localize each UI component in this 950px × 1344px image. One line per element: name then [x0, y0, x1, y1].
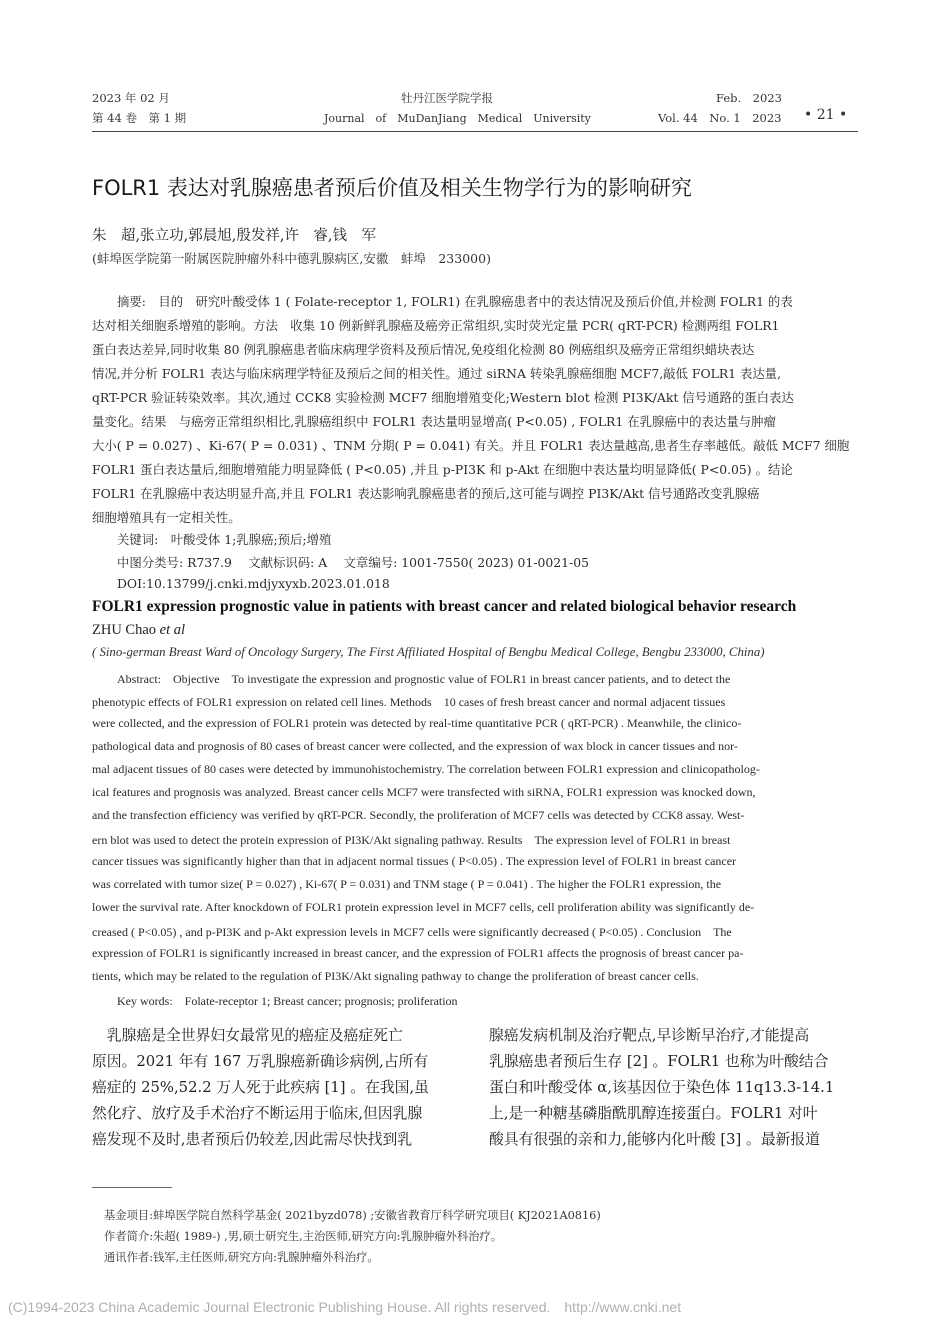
- body-line: 乳腺癌患者预后生存 [2] 。FOLR1 也称为叶酸结合: [489, 1053, 829, 1070]
- authors-cn: 朱 超,张立功,郭晨旭,殷发祥,许 睿,钱 军: [92, 228, 377, 244]
- article-title-cn: FOLR1 表达对乳腺癌患者预后价值及相关生物学行为的影响研究: [92, 176, 692, 200]
- abstract-en-line: lower the survival rate. After knockdown of FOLR1 protein expression level in MCF7 cells, cell proliferation ability was significantly de-: [92, 900, 755, 914]
- affiliation-cn: (蚌埠医学院第一附属医院肿瘤外科中德乳腺病区,安徽 蚌埠 233000): [92, 251, 491, 266]
- abstract-cn-line: 情况,并分析 FOLR1 表达与临床病理学特征及预后之间的相关性。通过 siRNA 转染乳腺癌细胞 MCF7,敲低 FOLR1 表达量,: [92, 366, 782, 381]
- header-rule: [92, 131, 858, 132]
- abstract-en-line: pathological data and prognosis of 80 cases of breast cancer were collected, and the expression of wax block in cancer tissues and nor-: [92, 739, 738, 753]
- header-date-cn: 2023 年 02 月: [92, 91, 170, 105]
- abstract-cn-line: FOLR1 蛋白表达量后,细胞增殖能力明显降低 ( P<0.05) ,并且 p-PI3K 和 p-Akt 在细胞中表达量均明显降低( P<0.05) 。结论: [92, 462, 793, 477]
- affiliation-en: ( Sino-german Breast Ward of Oncology Surgery, The First Affiliated Hospital of Bengbu Medical College, Bengbu 233000, China): [92, 645, 765, 659]
- abstract-en-line: ical features and prognosis was analyzed. Breast cancer cells MCF7 were transfected with siRNA, FOLR1 expression was knocked down,: [92, 785, 756, 799]
- abstract-en-line: and the transfection efficiency was verified by qRT-PCR. Secondly, the proliferation of MCF7 cells was detected by CCK8 assay. West-: [92, 808, 745, 822]
- keywords-cn: 关键词: 叶酸受体 1;乳腺癌;预后;增殖: [117, 532, 332, 547]
- body-line: 然化疗、放疗及手术治疗不断运用于临床,但因乳腺: [92, 1105, 423, 1122]
- body-line: 酸具有很强的亲和力,能够内化叶酸 [3] 。最新报道: [489, 1131, 821, 1148]
- abstract-en-line: ern blot was used to detect the protein expression of PI3K/Akt signaling pathway. Results The expression level of FOLR1 in breast: [92, 833, 731, 847]
- abstract-cn-line: 摘要: 目的 研究叶酸受体 1 ( Folate-receptor 1, FOLR1) 在乳腺癌患者中的表达情况及预后价值,并检测 FOLR1 的表: [117, 294, 793, 309]
- abstract-cn-line: 量变化。结果 与癌旁正常组织相比,乳腺癌组织中 FOLR1 表达量明显增高( P<0.05) , FOLR1 在乳腺癌中的表达量与肿瘤: [92, 414, 776, 429]
- abstract-cn-line: FOLR1 在乳腺癌中表达明显升高,并且 FOLR1 表达影响乳腺癌患者的预后,这可能与调控 PI3K/Akt 信号通路改变乳腺癌: [92, 486, 760, 501]
- abstract-en-line: mal adjacent tissues of 80 cases were detected by immunohistochemistry. The correlation between FOLR1 expression and clinicopatholog-: [92, 762, 760, 776]
- abstract-en-line: expression of FOLR1 is significantly increased in breast cancer, and the expression of FOLR1 affects the prognosis of breast cancer pa-: [92, 946, 744, 960]
- body-line: 癌症的 25%,52.2 万人死于此疾病 [1] 。在我国,虽: [92, 1079, 429, 1096]
- author-en: [92, 622, 185, 639]
- author-en-suffix: et al: [159, 622, 186, 638]
- header-issue-cn: 第 44 卷 第 1 期: [92, 111, 187, 125]
- footnote-rule: [92, 1187, 172, 1188]
- footnote-author-bio: 作者简介:朱超( 1989-) ,男,硕士研究生,主治医师,研究方向:乳腺肿瘤外科治疗。: [104, 1230, 503, 1243]
- body-line: 腺癌发病机制及治疗靶点,早诊断早治疗,才能提高: [489, 1027, 810, 1044]
- body-line: 乳腺癌是全世界妇女最常见的癌症及癌症死亡: [92, 1027, 403, 1044]
- body-line: 蛋白和叶酸受体 α,该基因位于染色体 11q13.3-14.1: [489, 1079, 835, 1096]
- abstract-en-line: were collected, and the expression of FOLR1 protein was detected by real-time quantitative PCR ( qRT-PCR) . Meanwhile, the clinico-: [92, 716, 742, 730]
- body-line: 上,是一种糖基磷脂酰肌醇连接蛋白。FOLR1 对叶: [489, 1105, 818, 1122]
- header-issue-en: Vol. 44 No. 1 2023: [658, 111, 782, 125]
- abstract-en-line: creased ( P<0.05) , and p-PI3K and p-Akt expression levels in MCF7 cells were significantly decreased ( P<0.05) . Conclusion The: [92, 925, 732, 939]
- classification-cn: 中图分类号: R737.9 文献标识码: A 文章编号: 1001-7550( 2023) 01-0021-05: [117, 555, 589, 570]
- abstract-cn-line: 大小( P = 0.027) 、Ki-67( P = 0.031) 、TNM 分期( P = 0.041) 有关。并且 FOLR1 表达量越高,患者生存率越低。敲低 MCF7 细胞: [92, 438, 850, 453]
- header-date-en: Feb. 2023: [716, 91, 782, 105]
- body-line: 癌发现不及时,患者预后仍较差,因此需尽快找到乳: [92, 1131, 413, 1148]
- abstract-cn-line: 达对相关细胞系增殖的影响。方法 收集 10 例新鲜乳腺癌及癌旁正常组织,实时荧光定量 PCR( qRT-PCR) 检测两组 FOLR1: [92, 318, 780, 333]
- header-journal-cn: 牡丹江医学院学报: [401, 91, 493, 105]
- page-number: • 21 •: [804, 107, 848, 123]
- footnote-funding: 基金项目:蚌埠医学院自然科学基金( 2021byzd078) ;安徽省教育厅科学研究项目( KJ2021A0816): [104, 1209, 601, 1222]
- header-journal-en: Journal of MuDanJiang Medical University: [324, 112, 591, 125]
- abstract-en-line: phenotypic effects of FOLR1 expression on related cell lines. Methods 10 cases of fresh breast cancer and normal adjacent tissues: [92, 695, 726, 709]
- abstract-cn-line: 细胞增殖具有一定相关性。: [92, 510, 241, 525]
- keywords-en: Key words: Folate-receptor 1; Breast cancer; prognosis; proliferation: [117, 994, 458, 1008]
- footnote-corresponding: 通讯作者:钱军,主任医师,研究方向:乳腺肿瘤外科治疗。: [104, 1251, 379, 1264]
- abstract-en-line: cancer tissues was significantly higher than that in adjacent normal tissues ( P<0.05) . The expression level of FOLR1 in breast cancer: [92, 854, 737, 868]
- abstract-cn-line: qRT-PCR 验证转染效率。其次,通过 CCK8 实验检测 MCF7 细胞增殖变化;Western blot 检测 PI3K/Akt 信号通路的蛋白表达: [92, 390, 794, 405]
- article-title-en: FOLR1 expression prognostic value in patients with breast cancer and related biological behavior research: [92, 598, 797, 615]
- abstract-en-line: was correlated with tumor size( P = 0.027) , Ki-67( P = 0.031) and TNM stage ( P = 0.041) . The higher the FOLR1 expression, the: [92, 877, 722, 891]
- abstract-en-line: Abstract: Objective To investigate the expression and prognostic value of FOLR1 in breast cancer patients, and to detect the: [117, 672, 731, 686]
- abstract-en-line: tients, which may be related to the regulation of PI3K/Akt signaling pathway to change the proliferation of breast cancer cells.: [92, 969, 699, 983]
- copyright-watermark: (C)1994-2023 China Academic Journal Electronic Publishing House. All rights reserved. http://www.cnki.net: [8, 1299, 682, 1315]
- author-en-name: ZHU Chao: [92, 622, 157, 638]
- doi: DOI:10.13799/j.cnki.mdjyxyxb.2023.01.018: [117, 576, 390, 591]
- abstract-cn-line: 蛋白表达差异,同时收集 80 例乳腺癌患者临床病理学资料及预后情况,免疫组化检测 80 例癌组织及癌旁正常组织蜡块表达: [92, 342, 755, 357]
- body-line: 原因。2021 年有 167 万乳腺癌新确诊病例,占所有: [92, 1053, 429, 1070]
